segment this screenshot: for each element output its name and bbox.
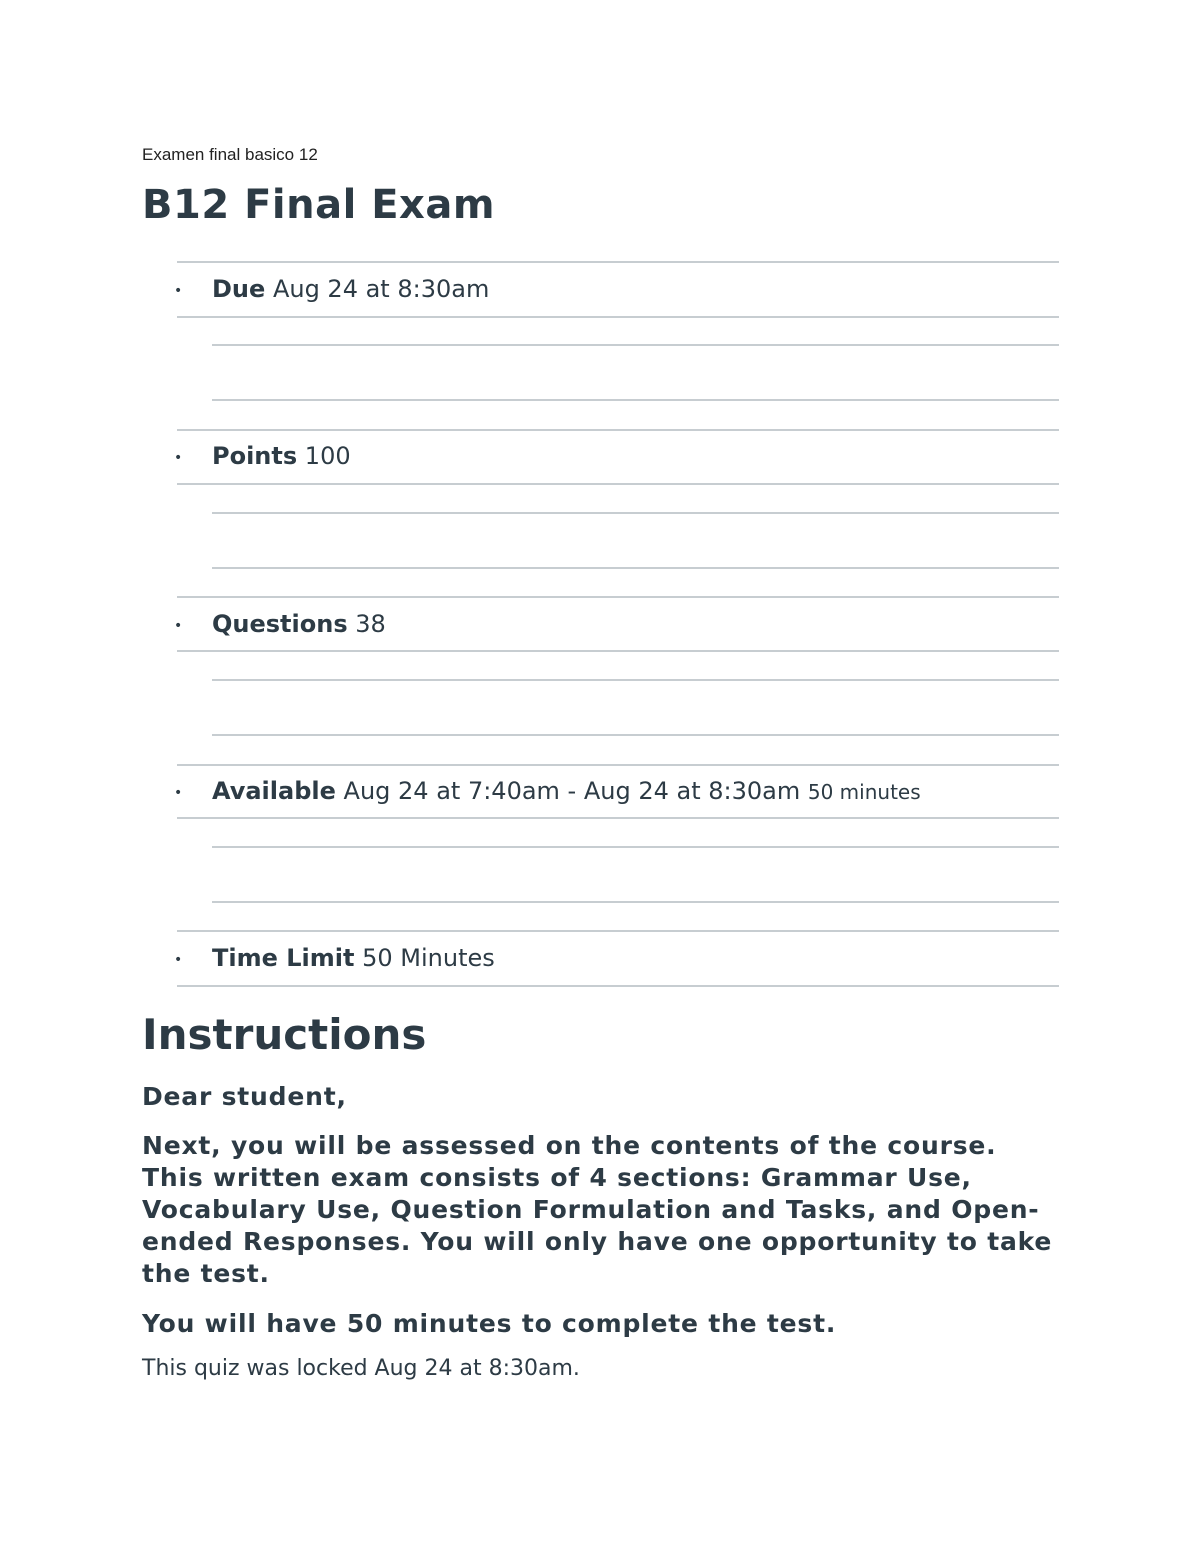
divider: [177, 930, 1059, 932]
detail-available: [212, 777, 921, 805]
detail-value: 50 Minutes: [362, 944, 495, 972]
divider: [177, 817, 1059, 819]
divider: [177, 985, 1059, 987]
detail-value: 38: [355, 610, 386, 638]
detail-due: [212, 275, 489, 303]
divider: [212, 734, 1059, 736]
detail-value: Aug 24 at 8:30am: [272, 275, 490, 303]
divider: [212, 399, 1059, 401]
divider: [177, 596, 1059, 598]
page-title: B12 Final Exam: [142, 182, 496, 228]
divider: [212, 846, 1059, 848]
detail-time-limit: [212, 944, 495, 972]
instructions-body: Next, you will be assessed on the contents of the course. This written exam consists of 4 sections: Grammar Use, Vocabulary Use, Question Formulation and Tasks, and Open-ended Responses. You will only have one opportunity to take the test.: [142, 1131, 1053, 1288]
divider: [212, 512, 1059, 514]
bullet-icon: •: [174, 450, 183, 466]
detail-value: 100: [304, 442, 351, 470]
bullet-icon: •: [174, 785, 183, 801]
divider: [177, 483, 1059, 485]
divider: [177, 429, 1059, 431]
detail-duration: 50 minutes: [807, 780, 921, 804]
locked-notice: This quiz was locked Aug 24 at 8:30am.: [142, 1356, 580, 1381]
detail-label: Available: [212, 777, 336, 805]
time-note: You will have 50 minutes to complete the test.: [142, 1309, 837, 1338]
detail-label: Points: [212, 442, 298, 470]
divider: [212, 679, 1059, 681]
divider: [212, 344, 1059, 346]
bullet-icon: •: [174, 618, 183, 634]
greeting-text: Dear student,: [142, 1082, 347, 1111]
instructions-heading: Instructions: [142, 1010, 427, 1059]
divider: [177, 764, 1059, 766]
divider: [177, 650, 1059, 652]
detail-value: Aug 24 at 7:40am - Aug 24 at 8:30am: [343, 777, 801, 805]
bullet-icon: •: [174, 283, 183, 299]
divider: [177, 316, 1059, 318]
detail-questions: [212, 610, 386, 638]
detail-label: Due: [212, 275, 266, 303]
divider: [212, 567, 1059, 569]
detail-label: Time Limit: [212, 944, 355, 972]
divider: [212, 901, 1059, 903]
divider: [177, 261, 1059, 263]
detail-points: [212, 442, 351, 470]
document-header: Examen final basico 12: [142, 145, 318, 164]
bullet-icon: •: [174, 952, 183, 968]
detail-label: Questions: [212, 610, 348, 638]
